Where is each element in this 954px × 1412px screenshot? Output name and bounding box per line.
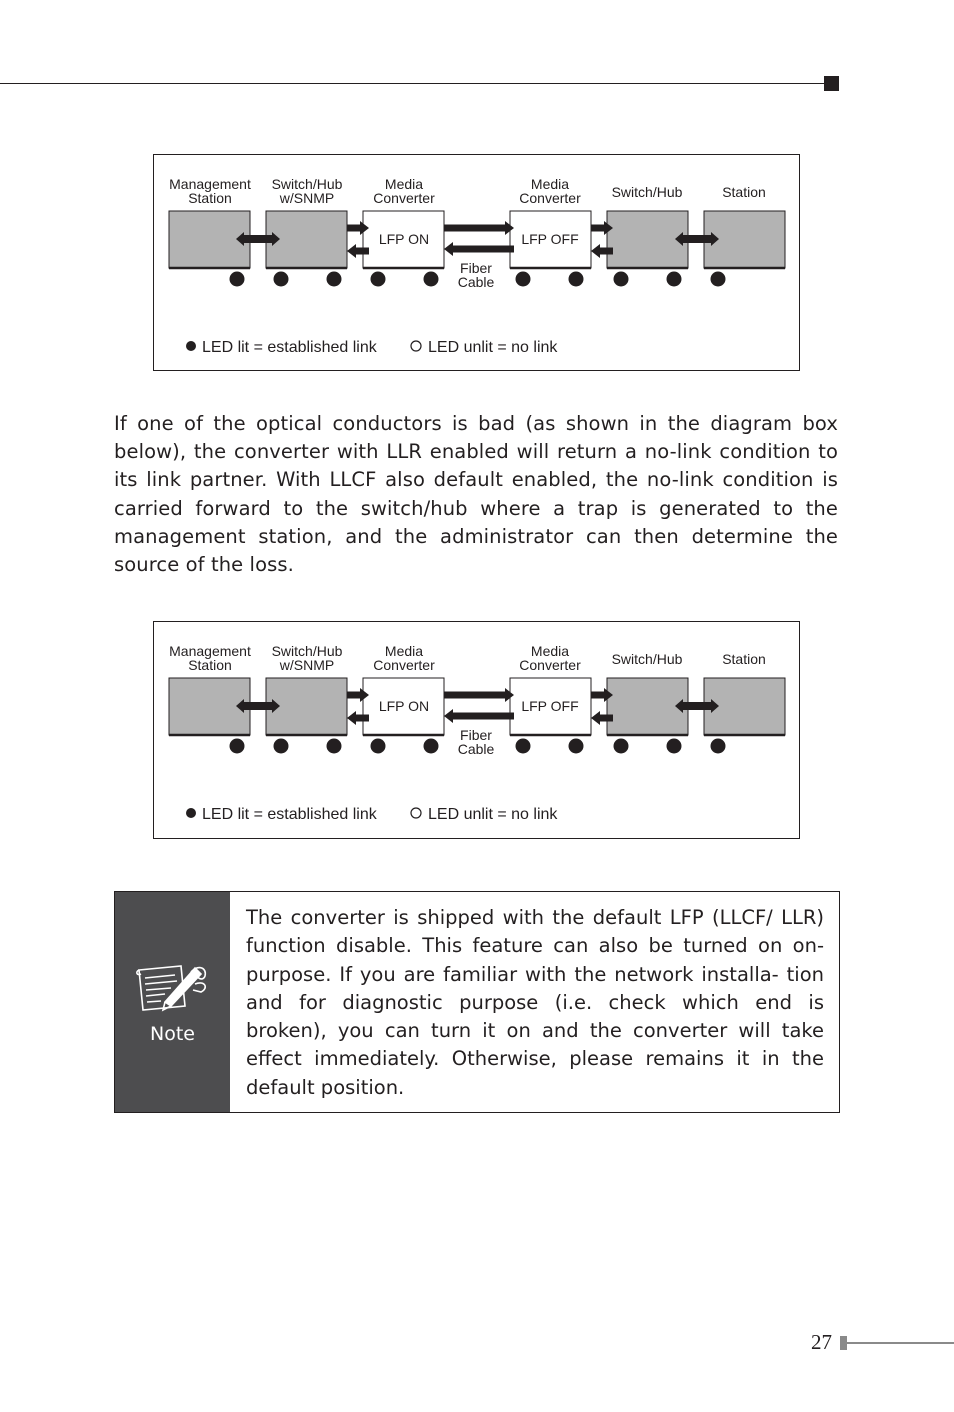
page-number: 27 (811, 1330, 832, 1354)
led-lit (230, 272, 245, 287)
label-converter-right: Converter (519, 190, 581, 206)
label-snmp-sub: w/SNMP (279, 657, 335, 673)
label-switch-snmp: Switch/Hub (271, 643, 343, 659)
led-lit (424, 272, 439, 287)
led-lit (516, 272, 531, 287)
led-lit (614, 739, 629, 754)
legend-lit-dot (186, 341, 196, 351)
led-lit (569, 739, 584, 754)
label-converter-right: Converter (519, 657, 581, 673)
legend-lit-text: LED lit = established link (202, 339, 377, 356)
label-fiber: Fiber (460, 260, 492, 276)
led-lit (569, 272, 584, 287)
label-station-sub: Station (188, 657, 232, 673)
legend-unlit-dot (411, 808, 421, 818)
label-media-right: Media (530, 176, 570, 192)
label-media-right: Media (530, 643, 570, 659)
label-switch-hub: Switch/Hub (611, 651, 683, 667)
label-converter-left: Converter (373, 190, 435, 206)
legend-unlit-text: LED unlit = no link (428, 339, 558, 356)
label-lfp-on: LFP ON (378, 698, 430, 714)
label-media-left: Media (384, 643, 424, 659)
label-media-left: Media (384, 176, 424, 192)
label-station: Station (722, 651, 766, 667)
label-converter-left: Converter (373, 657, 435, 673)
led-lit (327, 272, 342, 287)
label-cable: Cable (457, 741, 495, 757)
fiber-arrow-tx (444, 221, 514, 235)
link-arrow-mgmt-switch (236, 232, 280, 246)
footer-rule (847, 1342, 954, 1344)
led-lit (371, 739, 386, 754)
label-lfp-off: LFP OFF (521, 231, 579, 247)
led-lit (711, 739, 726, 754)
legend-lit-dot (186, 808, 196, 818)
label-station: Station (722, 184, 766, 200)
link-arrow-mgmt-switch (236, 699, 280, 713)
note-sidebar (115, 892, 230, 1112)
led-lit (371, 272, 386, 287)
note-box (114, 891, 840, 1113)
legend-unlit-dot (411, 341, 421, 351)
diagram-broken-link (153, 621, 800, 839)
link-arrow-switch-station (675, 699, 719, 713)
header-rule (0, 83, 828, 84)
header-square-marker (824, 76, 839, 91)
note-pencil-icon (135, 962, 211, 1022)
label-fiber: Fiber (460, 727, 492, 743)
led-lit (614, 272, 629, 287)
fiber-arrow-rx (444, 709, 514, 723)
led-lit (424, 739, 439, 754)
led-lit (274, 739, 289, 754)
led-lit (327, 739, 342, 754)
led-lit (516, 739, 531, 754)
led-lit (711, 272, 726, 287)
legend-lit-text: LED lit = established link (202, 806, 377, 823)
led-lit (667, 272, 682, 287)
label-switch-snmp: Switch/Hub (271, 176, 343, 192)
diagram-normal-link (153, 154, 800, 371)
diagram-svg (154, 155, 801, 372)
fiber-arrow-rx (444, 242, 514, 256)
label-management: Management (169, 643, 251, 659)
label-cable: Cable (457, 274, 495, 290)
label-management: Management (169, 176, 251, 192)
footer-marker (840, 1336, 847, 1350)
label-switch-hub: Switch/Hub (611, 184, 683, 200)
diagram-svg (154, 622, 801, 840)
led-lit (667, 739, 682, 754)
label-lfp-off: LFP OFF (521, 698, 579, 714)
fiber-arrow-tx (444, 688, 514, 702)
led-lit (274, 272, 289, 287)
label-lfp-on: LFP ON (378, 231, 430, 247)
note-text: The converter is shipped with the default LFP (LLCF/ LLR) function disable. This feature can also be turned on on-purpose. If you are familiar with the network installa- tion and for diagnostic purpose (i.e. check which end is broken), you can turn it on and the converter will take effect immediately. Otherwise, please remains it in the default position. (246, 906, 824, 1099)
label-snmp-sub: w/SNMP (279, 190, 335, 206)
note-label: Note (150, 1023, 195, 1045)
led-lit (230, 739, 245, 754)
legend-unlit-text: LED unlit = no link (428, 806, 558, 823)
label-station-sub: Station (188, 190, 232, 206)
body-paragraph: If one of the optical conductors is bad (as shown in the diagram box below), the converter with LLR enabled will return a no-link condition to its link partner. With LLCF also default enabled, the no-link condition is carried forward to the switch/hub where a trap is generated to the management station, and the administrator can then determine the source of the loss. (114, 412, 838, 577)
link-arrow-switch-station (675, 232, 719, 246)
